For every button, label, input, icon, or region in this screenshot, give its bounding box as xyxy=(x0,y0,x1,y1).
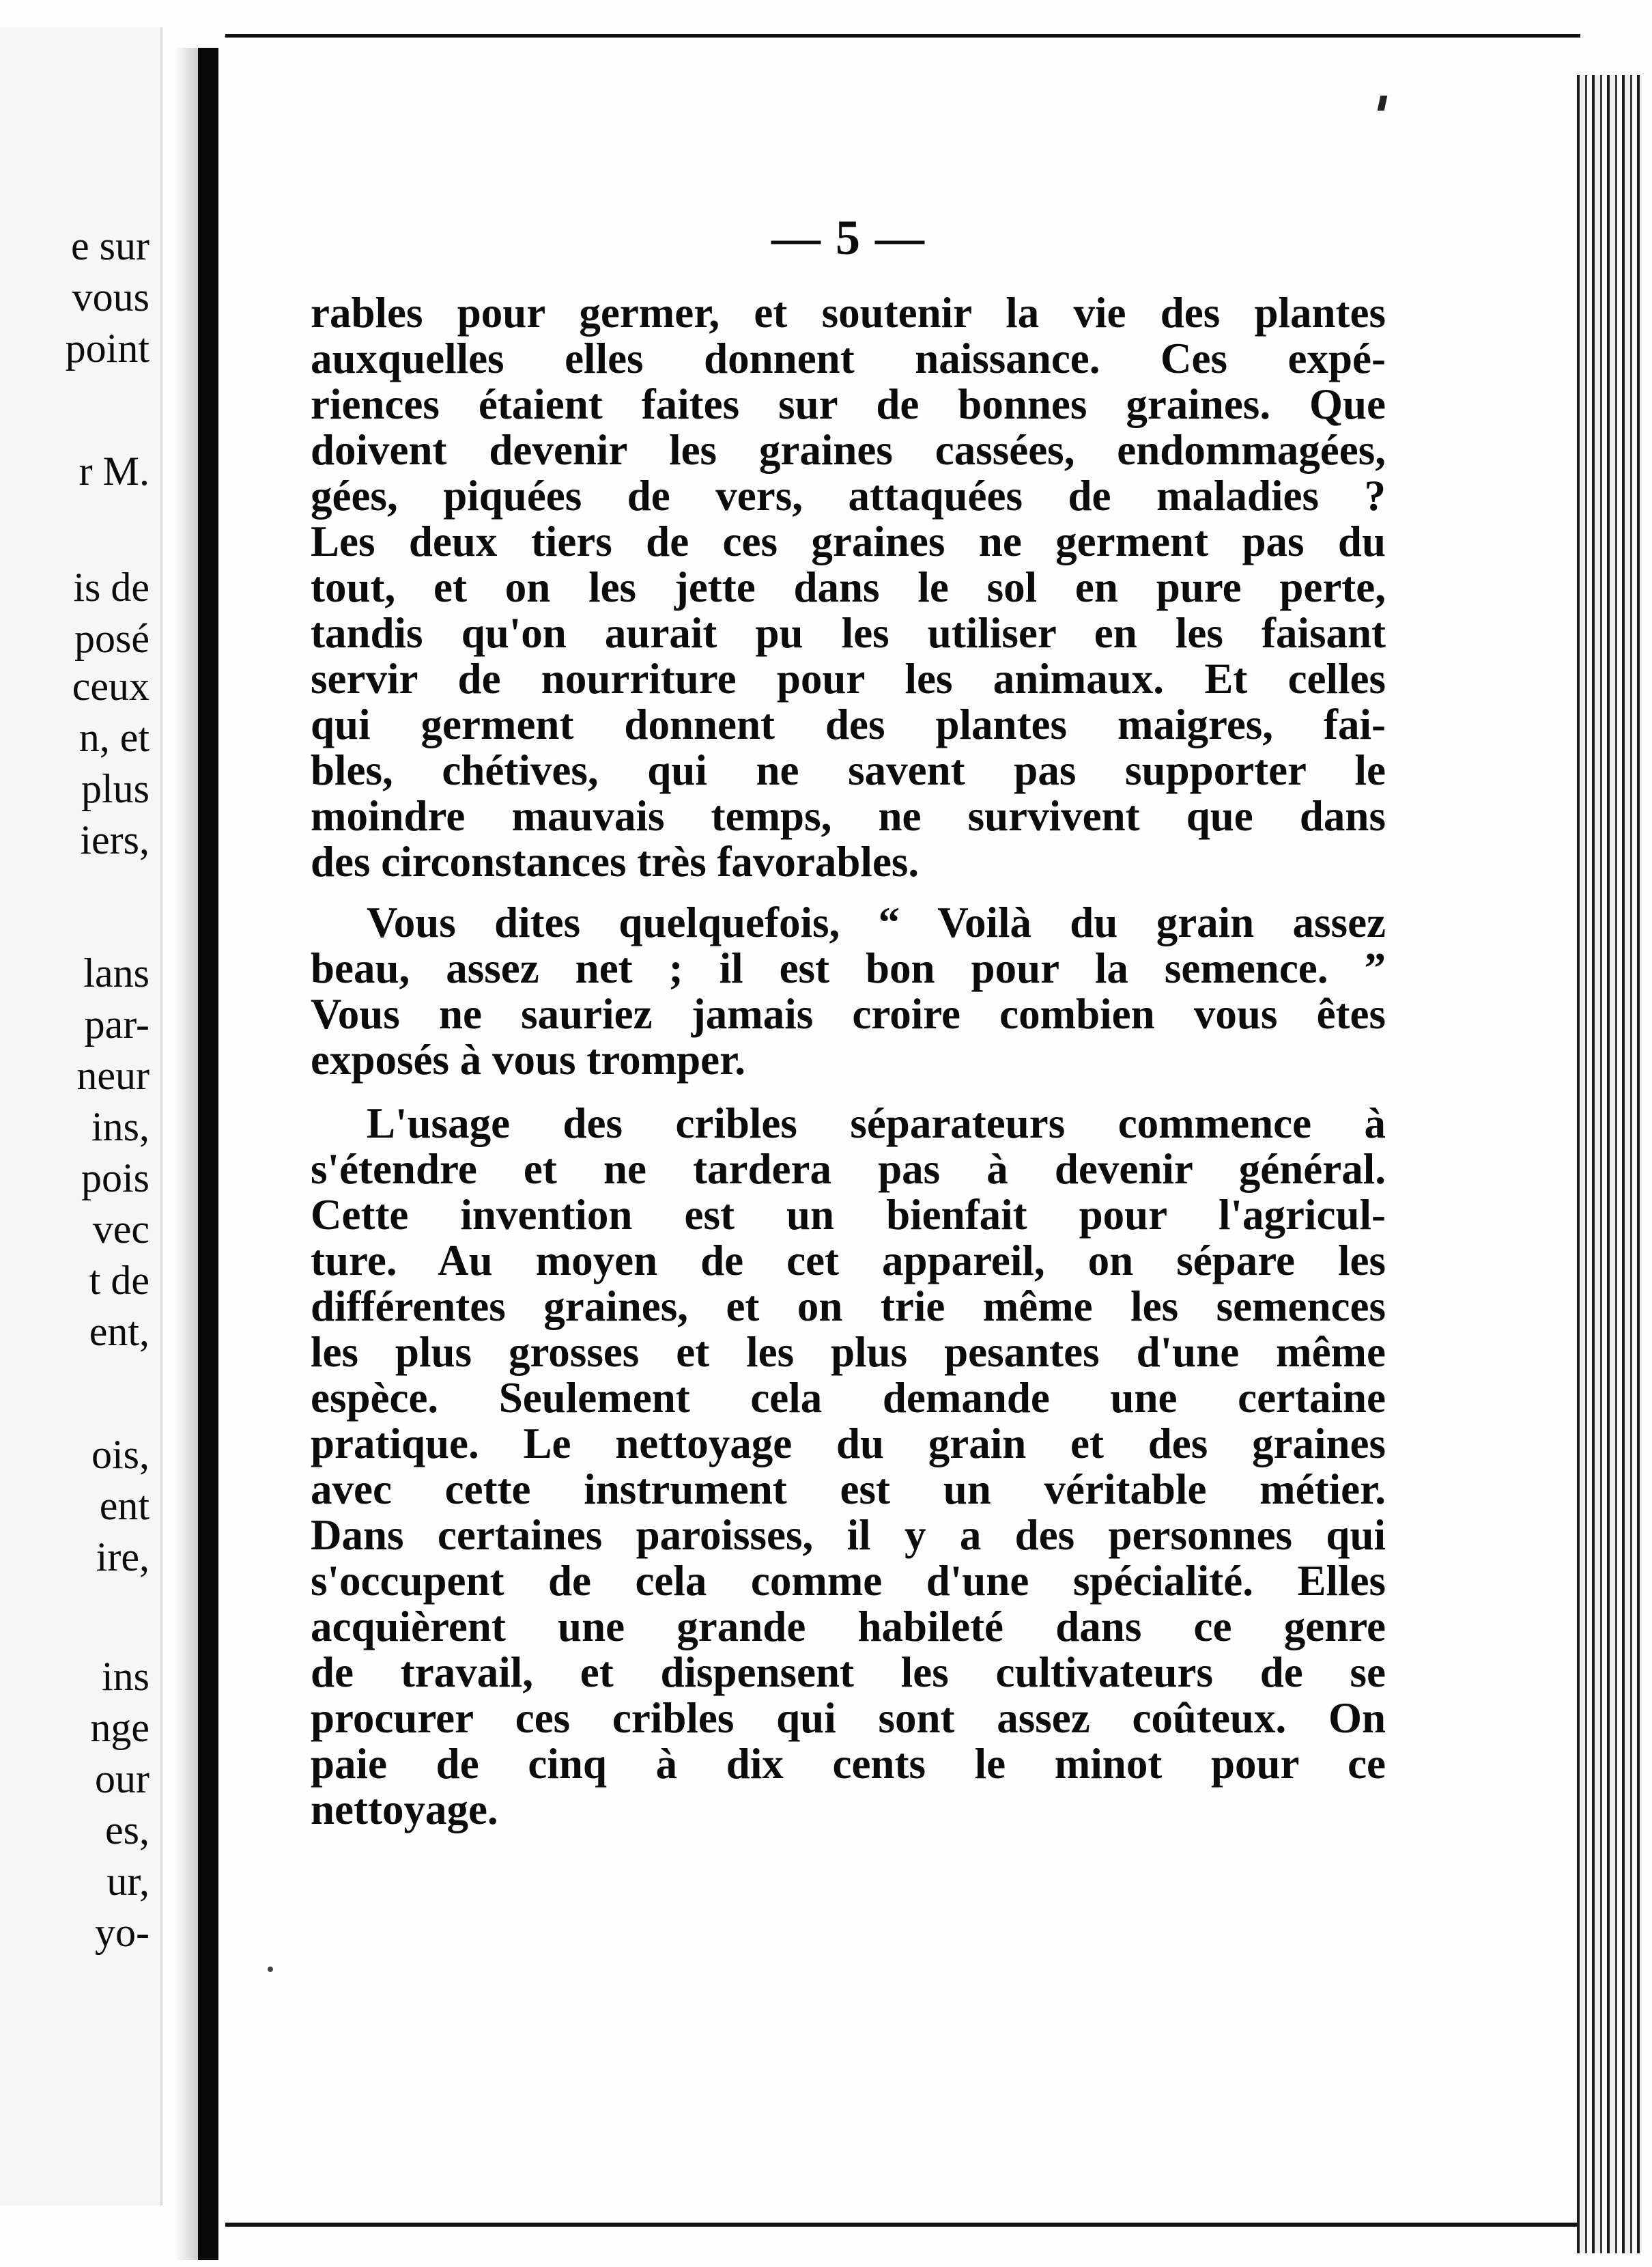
facing-page-fragment: neur xyxy=(76,1053,149,1098)
facing-page-fragment: is de xyxy=(73,565,149,610)
text-line: espèce. Seulement cela demande une certaine xyxy=(311,1374,1386,1422)
text-line: s'occupent de cela comme d'une spécialité. Elles xyxy=(311,1557,1386,1605)
facing-page-fragment: ent, xyxy=(89,1309,149,1354)
facing-page-fragment: n, et xyxy=(79,715,149,760)
facing-page-fragment: es, xyxy=(105,1807,149,1853)
text-line: acquièrent une grande habileté dans ce genre xyxy=(311,1603,1386,1650)
book-gutter-shadow xyxy=(174,48,198,2260)
facing-page-fragment: ins xyxy=(101,1654,149,1699)
facing-page-fragment: ent xyxy=(99,1483,149,1528)
text-line: Les deux tiers de ces graines ne germent pas du xyxy=(311,518,1386,565)
page-number: — 5 — xyxy=(771,210,926,265)
facing-page-fragment: posé xyxy=(74,616,149,661)
text-line: nettoyage. xyxy=(311,1786,498,1833)
text-line: procurer ces cribles qui sont assez coûteux. On xyxy=(311,1694,1386,1742)
text-line: ture. Au moyen de cet appareil, on sépare les xyxy=(311,1237,1386,1284)
facing-page-fragment: t de xyxy=(89,1258,149,1303)
text-line: Vous dites quelquefois, “ Voilà du grain assez xyxy=(367,899,1386,946)
facing-page-fragment: lans xyxy=(83,951,149,996)
text-line: tandis qu'on aurait pu les utiliser en les faisant xyxy=(311,609,1386,657)
facing-page-fragment: our xyxy=(95,1756,149,1801)
body-text xyxy=(311,290,1386,1833)
text-line: Vous ne sauriez jamais croire combien vous êtes xyxy=(311,990,1386,1038)
text-line: les plus grosses et les plus pesantes d'une même xyxy=(311,1328,1386,1376)
facing-page-fragment: ire, xyxy=(96,1534,149,1579)
text-line: paie de cinq à dix cents le minot pour ce xyxy=(311,1740,1386,1788)
text-line: avec cette instrument est un véritable métier. xyxy=(311,1465,1386,1513)
text-line: pratique. Le nettoyage du grain et des graines xyxy=(311,1420,1386,1467)
text-line: Dans certaines paroisses, il y a des personnes qui xyxy=(311,1511,1386,1559)
facing-page-fragment: point xyxy=(65,326,149,371)
text-line: rables pour germer, et soutenir la vie des plantes xyxy=(311,289,1386,337)
text-line: Cette invention est un bienfait pour l'agricul- xyxy=(311,1191,1386,1239)
text-line: exposés à vous tromper. xyxy=(311,1036,746,1084)
text-line: de travail, et dispensent les cultivateurs de se xyxy=(311,1648,1386,1696)
text-line: doivent devenir les graines cassées, endommagées, xyxy=(311,426,1386,474)
paragraph xyxy=(311,1101,1386,1833)
facing-page-fragment: pois xyxy=(81,1155,149,1200)
text-line: beau, assez net ; il est bon pour la semence. ” xyxy=(311,944,1386,992)
text-line: des circonstances très favorables. xyxy=(311,838,920,886)
text-line: qui germent donnent des plantes maigres, fai- xyxy=(311,701,1386,748)
paragraph xyxy=(311,290,1386,885)
text-line: différentes graines, et on trie même les semences xyxy=(311,1282,1386,1330)
text-line: tout, et on les jette dans le sol en pure perte, xyxy=(311,563,1386,611)
text-line: bles, chétives, qui ne savent pas supporter le xyxy=(311,746,1386,794)
text-line: moindre mauvais temps, ne survivent que dans xyxy=(311,792,1386,840)
ink-dot xyxy=(268,1967,273,1972)
facing-page-fragment: plus xyxy=(81,766,149,811)
facing-page-fragment: nge xyxy=(90,1705,149,1750)
facing-page-fragment: e sur xyxy=(71,223,149,268)
facing-page-left xyxy=(0,27,162,2206)
facing-page-fragment: r M. xyxy=(79,449,149,494)
facing-page-fragment: ur, xyxy=(106,1859,149,1904)
paragraph xyxy=(311,900,1386,1083)
text-line: auxquelles elles donnent naissance. Ces expé- xyxy=(311,335,1386,382)
page-edges-stack xyxy=(1577,75,1642,2253)
text-line: riences étaient faites sur de bonnes graines. Que xyxy=(311,380,1386,428)
facing-page-fragment: vous xyxy=(72,274,149,320)
facing-page-fragment: ceux xyxy=(72,664,149,709)
text-line: s'étendre et ne tardera pas à devenir général. xyxy=(311,1145,1386,1193)
facing-page-fragment: yo- xyxy=(95,1910,149,1955)
facing-page-fragment: iers, xyxy=(80,817,149,862)
book-gutter xyxy=(198,48,218,2260)
facing-page-fragment: ois, xyxy=(91,1432,149,1477)
text-line: servir de nourriture pour les animaux. Et celles xyxy=(311,655,1386,703)
text-line: gées, piquées de vers, attaquées de maladies ? xyxy=(311,472,1386,520)
facing-page-fragment: ins, xyxy=(91,1104,149,1149)
facing-page-fragment: par- xyxy=(84,1002,149,1047)
text-line: L'usage des cribles séparateurs commence à xyxy=(367,1099,1386,1147)
facing-page-fragment: vec xyxy=(92,1207,149,1252)
